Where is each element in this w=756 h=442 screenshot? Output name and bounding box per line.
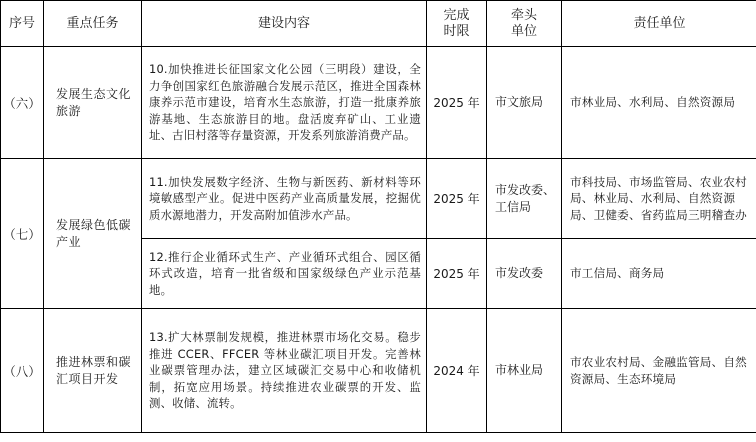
table-row bbox=[1, 309, 756, 433]
table-header-row bbox=[1, 1, 756, 47]
header-task: 重点任务 bbox=[44, 1, 142, 47]
table-row bbox=[1, 159, 756, 239]
row-deadline: 2025 年 bbox=[427, 47, 487, 159]
row-content: 12.推行企业循环式生产、产业循环式组合、园区循环式改造，培育一批省级和国家级绿色产业示范基地。 bbox=[142, 239, 427, 309]
row-deadline: 2024 年 bbox=[427, 309, 487, 433]
row-task: 推进林票和碳汇项目开发 bbox=[44, 309, 142, 433]
row-responsible: 市农业农村局、金融监管局、自然资源局、生态环境局 bbox=[562, 309, 756, 433]
row-deadline: 2025 年 bbox=[427, 159, 487, 239]
header-index: 序号 bbox=[1, 1, 44, 47]
row-task: 发展生态文化旅游 bbox=[44, 47, 142, 159]
row-responsible: 市林业局、水利局、自然资源局 bbox=[562, 47, 756, 159]
row-content: 13.扩大林票制发规模，推进林票市场化交易。稳步推进 CCER、FFCER 等林业碳汇项目开发。完善林业碳票管理办法，建立区域碳汇交易中心和收储机制，拓宽应用场景。持续推进农业碳票的开发、监测、收储、流转。 bbox=[142, 309, 427, 433]
header-responsible: 责任单位 bbox=[562, 1, 756, 47]
row-responsible: 市科技局、市场监管局、农业农村局、林业局、水利局、自然资源局、卫健委、省药监局三明稽查办 bbox=[562, 159, 756, 239]
row-index: （六） bbox=[1, 47, 44, 159]
row-lead: 市发改委 bbox=[487, 239, 562, 309]
row-content: 10.加快推进长征国家文化公园（三明段）建设，全力争创国家红色旅游融合发展示范区，推进全国森林康养示范市建设，培育水生态旅游，打造一批康养旅游基地、生态旅游目的地。盘活废弃矿山、工业遗址、古旧村落等存量资源，开发系列旅游消费产品。 bbox=[142, 47, 427, 159]
header-lead: 牵头单位 bbox=[487, 1, 562, 47]
header-deadline: 完成时限 bbox=[427, 1, 487, 47]
row-lead: 市文旅局 bbox=[487, 47, 562, 159]
row-index: （七） bbox=[1, 159, 44, 309]
row-lead: 市林业局 bbox=[487, 309, 562, 433]
row-deadline: 2025 年 bbox=[427, 239, 487, 309]
row-index: （八） bbox=[1, 309, 44, 433]
row-lead: 市发改委、工信局 bbox=[487, 159, 562, 239]
row-content: 11.加快发展数字经济、生物与新医药、新材料等环境敏感型产业。促进中医药产业高质量发展，挖掘优质水源地潜力，开发高附加值涉水产品。 bbox=[142, 159, 427, 239]
row-task: 发展绿色低碳产业 bbox=[44, 159, 142, 309]
header-content: 建设内容 bbox=[142, 1, 427, 47]
row-responsible: 市工信局、商务局 bbox=[562, 239, 756, 309]
table-row bbox=[1, 47, 756, 159]
